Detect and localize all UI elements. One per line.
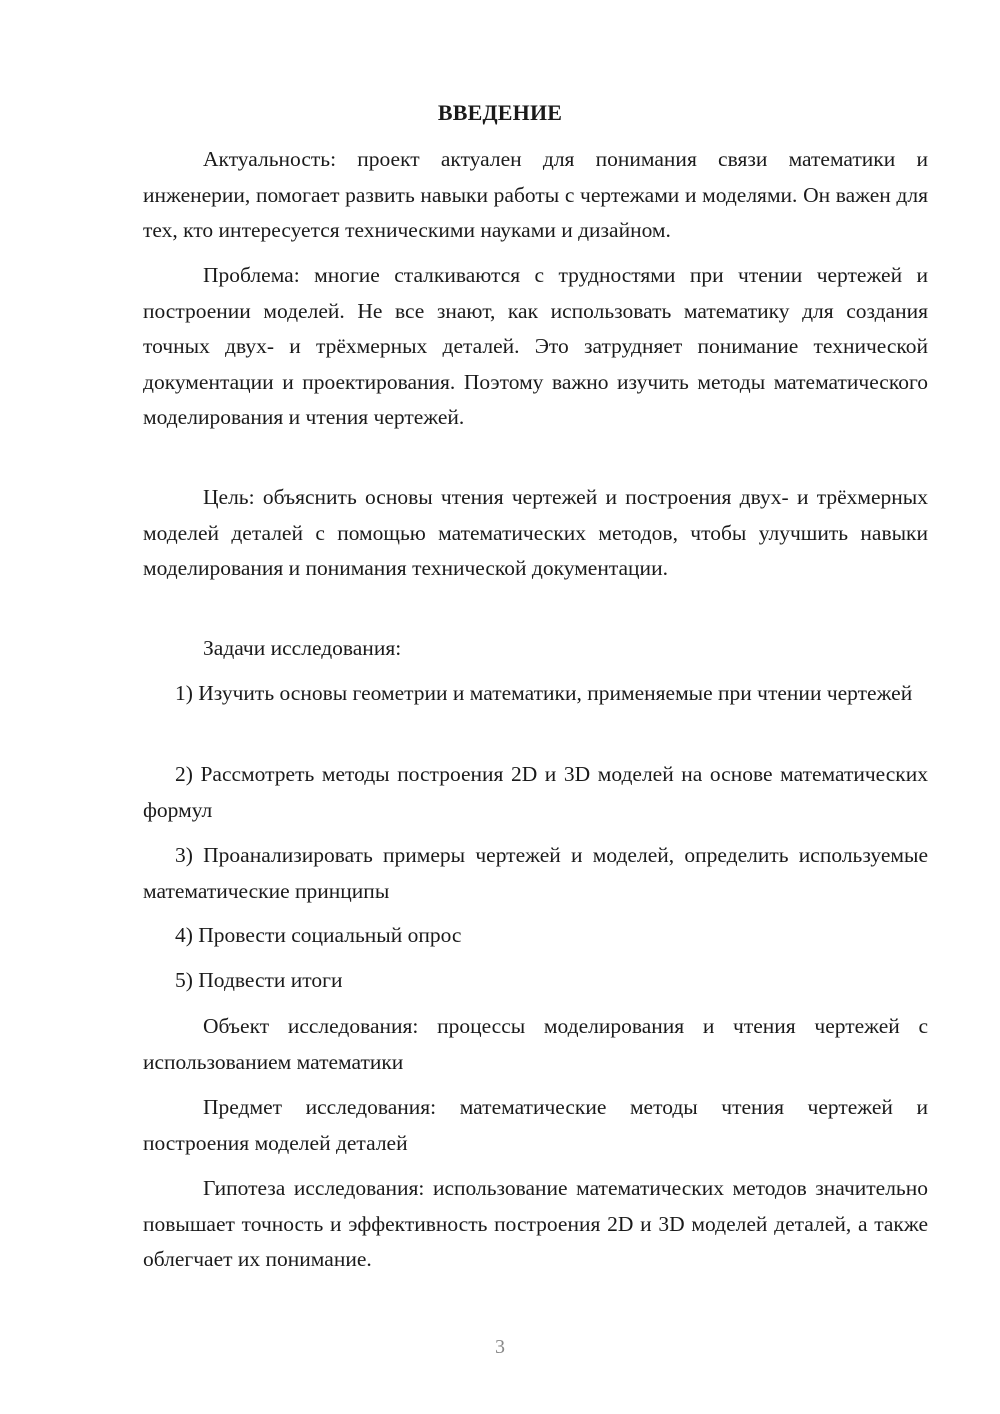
task-item-4: 4) Провести социальный опрос (175, 923, 462, 947)
task-item-3: 3) Проанализировать примеры чертежей и моделей, определить используемые математические принципы (143, 843, 928, 903)
paragraph-object: Объект исследования: процессы моделирования и чтения чертежей с использованием математики (143, 1014, 928, 1074)
tasks-title: Задачи исследования: (203, 636, 402, 660)
paragraph-relevance: Актуальность: проект актуален для понимания связи математики и инженерии, помогает развить навыки работы с чертежами и моделями. Он важен для тех, кто интересуется техническими науками и дизайном. (143, 147, 928, 242)
task-item-2: 2) Рассмотреть методы построения 2D и 3D моделей на основе математических формул (143, 762, 928, 822)
page-title: ВВЕДЕНИЕ (437, 100, 563, 125)
page-number: 3 (495, 1336, 505, 1358)
paragraph-goal: Цель: объяснить основы чтения чертежей и построения двух- и трёхмерных моделей деталей с помощью математических методов, чтобы улучшить навыки моделирования и понимания технической документации. (143, 485, 928, 580)
paragraph-subject: Предмет исследования: математические методы чтения чертежей и построения моделей деталей (143, 1095, 928, 1155)
paragraph-problem: Проблема: многие сталкиваются с трудностями при чтении чертежей и построении моделей. Не все знают, как использовать математику для создания точных двух- и трёхмерных деталей. Это затрудняет понимание технической документации и проектирования. Поэтому важно изучить методы математического моделирования и чтения чертежей. (143, 263, 928, 429)
task-item-1: 1) Изучить основы геометрии и математики, применяемые при чтении чертежей (175, 681, 913, 705)
task-item-5: 5) Подвести итоги (175, 968, 343, 992)
paragraph-hypothesis: Гипотеза исследования: использование математических методов значительно повышает точность и эффективность построения 2D и 3D моделей деталей, а также облегчает их понимание. (143, 1176, 928, 1271)
